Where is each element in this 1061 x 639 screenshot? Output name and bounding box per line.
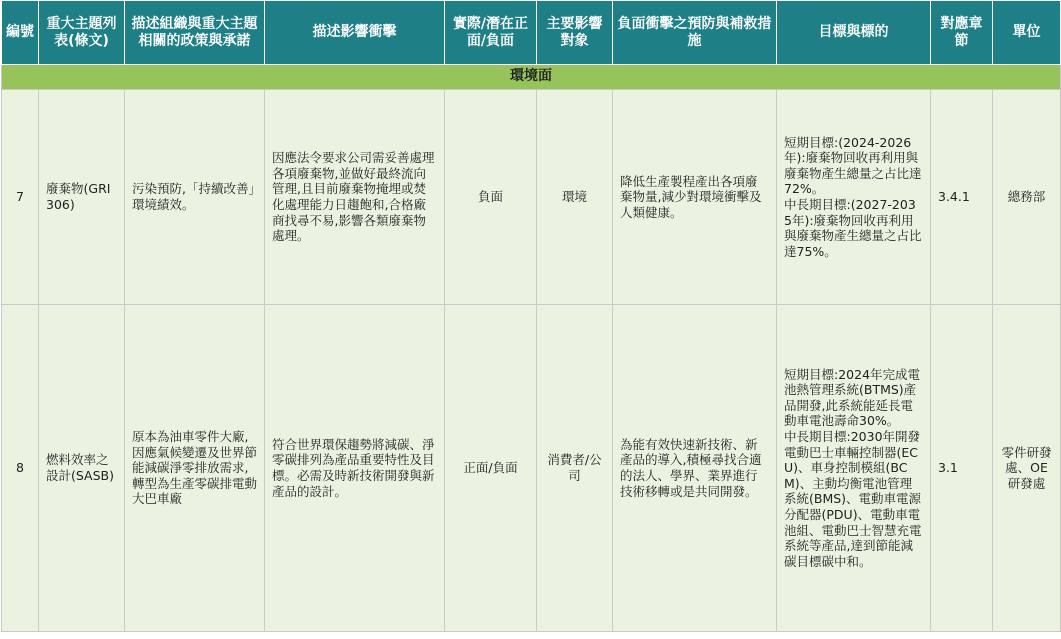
row-nature: 負面	[445, 90, 537, 305]
table-row	[2, 305, 1061, 632]
row-chapter: 3.4.1	[931, 90, 993, 305]
row-chapter: 3.1	[931, 305, 993, 632]
row-affected: 環境	[537, 90, 613, 305]
header-topic: 重大主題列表(條文)	[39, 1, 125, 65]
header-measures: 負面衝擊之預防與補救措施	[613, 1, 777, 65]
row-policy: 污染預防,「持續改善」環境績效。	[125, 90, 265, 305]
header-chapter: 對應章節	[931, 1, 993, 65]
materiality-table	[1, 0, 1061, 632]
header-goals: 目標與標的	[777, 1, 931, 65]
section-row	[2, 65, 1061, 90]
header-row	[2, 1, 1061, 65]
table-row	[2, 90, 1061, 305]
row-goals: 短期目標:(2024-2026年):廢棄物回收再利用與廢棄物產生總量之占比達72%。 中長期目標:(2027-2035年):廢棄物回收再利用與廢棄物產生總量之占比達75%。	[777, 90, 931, 305]
row-number: 7	[2, 90, 39, 305]
row-policy: 原本為油車零件大廠,因應氣候變遷及世界節能減碳淨零排放需求,轉型為生產零碳排電動大巴車廠	[125, 305, 265, 632]
row-impact: 因應法令要求公司需妥善處理各項廢棄物,並做好最終流向管理,且目前廢棄物掩埋或焚化處理能力日趨飽和,合格廠商找尋不易,影響各類廢棄物處理。	[265, 90, 445, 305]
row-topic: 廢棄物(GRI 306)	[39, 90, 125, 305]
row-measures: 降低生產製程產出各項廢棄物量,減少對環境衝擊及人類健康。	[613, 90, 777, 305]
header-unit: 單位	[993, 1, 1061, 65]
section-title: 環境面	[2, 65, 1061, 90]
row-nature: 正面/負面	[445, 305, 537, 632]
row-unit: 總務部	[993, 90, 1061, 305]
row-goals: 短期目標:2024年完成電池熱管理系統(BTMS)產品開發,此系統能延長電動車電池壽命30%。 中長期目標:2030年開發電動巴士車輛控制器(ECU)、車身控制模組(BCM)、主動均衡電池管理系統(BMS)、電動車電源分配器(PDU)、電動車電池組、電動巴士智慧充電系統等產品,達到節能減碳目標碳中和。	[777, 305, 931, 632]
header-affected: 主要影響對象	[537, 1, 613, 65]
row-unit: 零件研發處、OE研發處	[993, 305, 1061, 632]
row-number: 8	[2, 305, 39, 632]
header-number: 編號	[2, 1, 39, 65]
header-impact: 描述影響衝擊	[265, 1, 445, 65]
row-topic: 燃料效率之設計(SASB)	[39, 305, 125, 632]
row-impact: 符合世界環保趨勢將減碳、淨零碳排列為產品重要特性及目標。必需及時新技術開發與新產品的設計。	[265, 305, 445, 632]
header-nature: 實際/潛在正面/負面	[445, 1, 537, 65]
row-affected: 消費者/公司	[537, 305, 613, 632]
header-policy: 描述組織與重大主題相關的政策與承諾	[125, 1, 265, 65]
row-measures: 為能有效快速新技術、新產品的導入,積極尋找合適的法人、學界、業界進行技術移轉或是共同開發。	[613, 305, 777, 632]
